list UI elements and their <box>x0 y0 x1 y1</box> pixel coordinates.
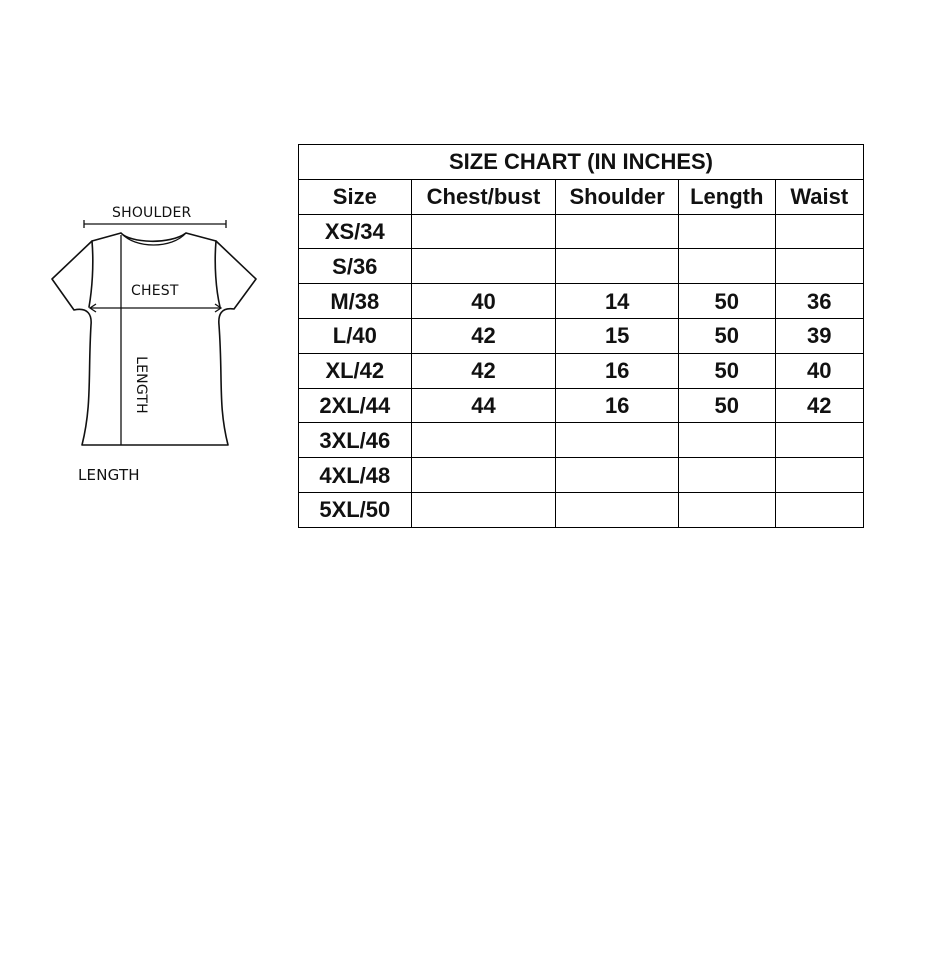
cell-size: M/38 <box>299 284 412 319</box>
table-row <box>299 249 864 284</box>
header-waist: Waist <box>775 179 864 214</box>
header-size: Size <box>299 179 412 214</box>
cell-shoulder: 14 <box>556 284 679 319</box>
cell-length <box>679 492 776 527</box>
cell-size: L/40 <box>299 318 412 353</box>
table-title: SIZE CHART (IN INCHES) <box>299 145 864 180</box>
table-row <box>299 458 864 493</box>
length-label: LENGTH <box>78 466 140 484</box>
cell-waist: 36 <box>775 284 864 319</box>
cell-chest: 40 <box>411 284 556 319</box>
table-row <box>299 388 864 423</box>
header-length: Length <box>679 179 776 214</box>
cell-waist <box>775 458 864 493</box>
cell-shoulder: 16 <box>556 353 679 388</box>
cell-chest <box>411 249 556 284</box>
cell-waist: 40 <box>775 353 864 388</box>
cell-shoulder <box>556 423 679 458</box>
cell-waist: 42 <box>775 388 864 423</box>
cell-length: 50 <box>679 353 776 388</box>
cell-length <box>679 249 776 284</box>
cell-shoulder <box>556 249 679 284</box>
cell-chest <box>411 492 556 527</box>
cell-size: 5XL/50 <box>299 492 412 527</box>
cell-chest <box>411 214 556 249</box>
cell-shoulder <box>556 458 679 493</box>
chest-label: CHEST <box>131 283 179 299</box>
table-header-row <box>299 179 864 214</box>
size-chart-table <box>298 144 864 528</box>
cell-length <box>679 458 776 493</box>
table-row <box>299 214 864 249</box>
cell-shoulder <box>556 492 679 527</box>
cell-length <box>679 423 776 458</box>
cell-waist <box>775 492 864 527</box>
cell-chest: 42 <box>411 353 556 388</box>
cell-length: 50 <box>679 318 776 353</box>
cell-size: XS/34 <box>299 214 412 249</box>
table-row <box>299 353 864 388</box>
length-vertical-label: LENGTH <box>132 356 149 414</box>
tshirt-outline-icon <box>40 195 280 495</box>
cell-chest: 42 <box>411 318 556 353</box>
cell-size: 4XL/48 <box>299 458 412 493</box>
header-shoulder: Shoulder <box>556 179 679 214</box>
cell-shoulder: 16 <box>556 388 679 423</box>
shoulder-label: SHOULDER <box>112 205 192 221</box>
cell-shoulder: 15 <box>556 318 679 353</box>
cell-waist <box>775 249 864 284</box>
cell-shoulder <box>556 214 679 249</box>
table-row <box>299 423 864 458</box>
tshirt-measurement-diagram <box>40 195 280 495</box>
cell-waist: 39 <box>775 318 864 353</box>
cell-waist <box>775 214 864 249</box>
cell-chest <box>411 423 556 458</box>
cell-size: XL/42 <box>299 353 412 388</box>
table-title-row <box>299 145 864 180</box>
header-chest-bust: Chest/bust <box>411 179 556 214</box>
cell-length: 50 <box>679 284 776 319</box>
cell-size: 2XL/44 <box>299 388 412 423</box>
cell-length: 50 <box>679 388 776 423</box>
cell-length <box>679 214 776 249</box>
table-row <box>299 284 864 319</box>
table-row <box>299 318 864 353</box>
cell-size: S/36 <box>299 249 412 284</box>
table-row <box>299 492 864 527</box>
cell-chest <box>411 458 556 493</box>
cell-chest: 44 <box>411 388 556 423</box>
cell-size: 3XL/46 <box>299 423 412 458</box>
cell-waist <box>775 423 864 458</box>
